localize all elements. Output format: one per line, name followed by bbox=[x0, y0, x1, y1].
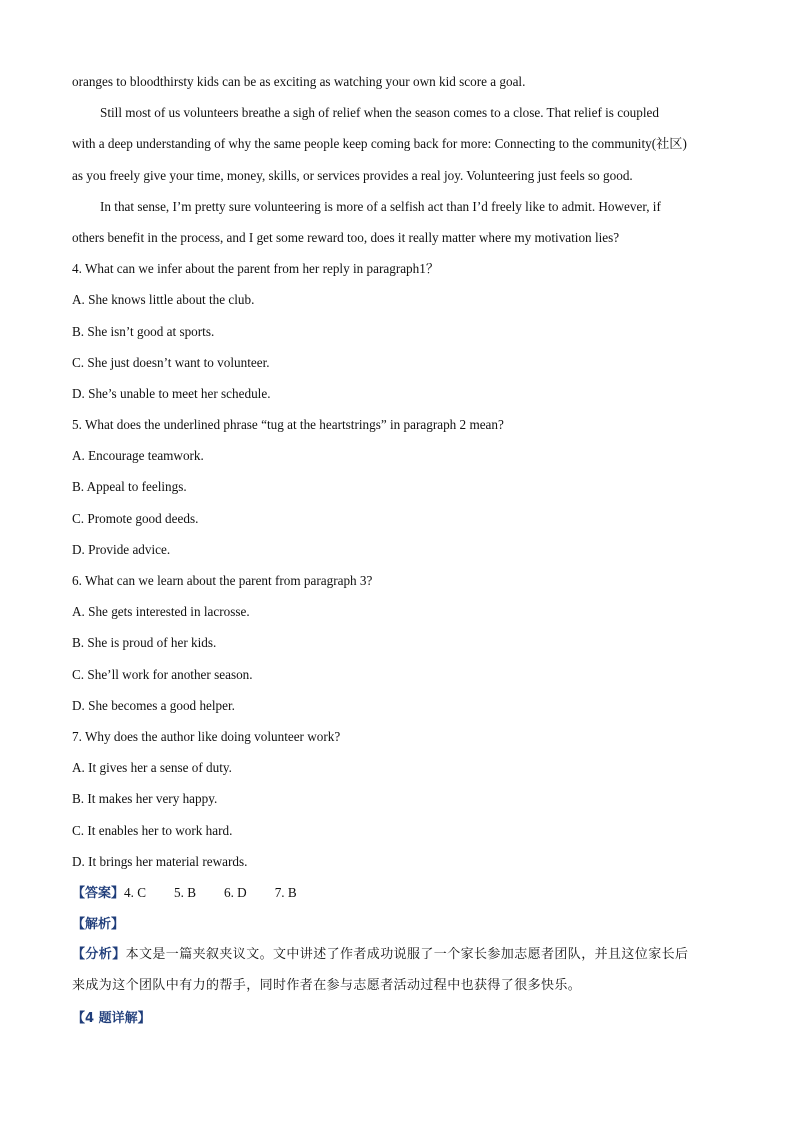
option-d: D. It brings her material rewards. bbox=[72, 853, 248, 869]
answer-item: 4. C bbox=[124, 884, 146, 900]
answer-label: 【答案】 bbox=[72, 885, 125, 901]
answer-item: 5. B bbox=[174, 884, 196, 900]
answer-line bbox=[72, 877, 728, 908]
question-stem: 5. What does the underlined phrase “tug at the heartstrings” in paragraph 2 mean? bbox=[72, 417, 504, 433]
passage-line: oranges to bloodthirsty kids can be as exciting as watching your own kid score a goal. bbox=[72, 74, 526, 89]
option-b: B. She isn’t good at sports. bbox=[72, 323, 215, 339]
question-7 bbox=[72, 721, 728, 877]
answer-item: 7. B bbox=[274, 884, 297, 900]
option-a: A. She gets interested in lacrosse. bbox=[72, 604, 250, 620]
analysis-line-2: 来成为这个团队中有力的帮手，同时作者在参与志愿者活动过程中也获得了很多快乐。 bbox=[72, 978, 582, 994]
option-d: D. Provide advice. bbox=[72, 541, 171, 557]
option-a: A. It gives her a sense of duty. bbox=[72, 760, 232, 776]
detail-heading: 【4 题详解】 bbox=[72, 1010, 151, 1026]
question-stem: 6. What can we learn about the parent from paragraph 3? bbox=[72, 573, 373, 588]
answer-item: 6. D bbox=[223, 884, 247, 900]
question-stem: 7. Why does the author like doing volunteer work? bbox=[72, 728, 341, 744]
analysis-heading: 【解析】 bbox=[72, 917, 125, 933]
fenxi-label: 【分析】 bbox=[72, 947, 126, 963]
option-d: D. She becomes a good helper. bbox=[72, 697, 235, 713]
option-b: B. She is proud of her kids. bbox=[72, 635, 217, 651]
option-d: D. She’s unable to meet her schedule. bbox=[72, 385, 271, 401]
passage-line: others benefit in the process, and I get some reward too, does it really matter where my motivation lies? bbox=[72, 229, 620, 245]
option-b: B. Appeal to feelings. bbox=[72, 479, 187, 495]
passage-line: In that sense, I’m pretty sure volunteering is more of a selfish act than I’d freely like to admit. However, if bbox=[100, 198, 661, 214]
question-4 bbox=[72, 253, 728, 409]
fenxi-text: 本文是一篇夹叙夹议文。文中讲述了作者成功说服了一个家长参加志愿者团队，并且这位家长后 bbox=[125, 947, 689, 963]
option-c: C. She just doesn’t want to volunteer. bbox=[72, 354, 270, 370]
passage-line: with a deep understanding of why the same people keep coming back for more: Connecting to the community(社区) bbox=[72, 136, 687, 152]
analysis-heading-line bbox=[72, 908, 728, 939]
analysis-line-1 bbox=[72, 939, 728, 970]
option-c: C. It enables her to work hard. bbox=[72, 822, 233, 838]
passage-line: as you freely give your time, money, skills, or services provides a real joy. Volunteering just feels so good. bbox=[72, 167, 633, 183]
option-a: A. Encourage teamwork. bbox=[72, 448, 204, 464]
question-stem: 4. What can we infer about the parent from her reply in paragraph1？ bbox=[72, 261, 440, 277]
question-6 bbox=[72, 565, 728, 721]
passage-line: Still most of us volunteers breathe a sigh of relief when the season comes to a close. That relief is coupled bbox=[100, 105, 659, 121]
question-5 bbox=[72, 409, 728, 565]
option-a: A. She knows little about the club. bbox=[72, 292, 255, 308]
option-b: B. It makes her very happy. bbox=[72, 791, 218, 807]
detail-heading-line bbox=[72, 1002, 728, 1033]
option-c: C. She’ll work for another season. bbox=[72, 666, 253, 682]
option-c: C. Promote good deeds. bbox=[72, 510, 199, 526]
